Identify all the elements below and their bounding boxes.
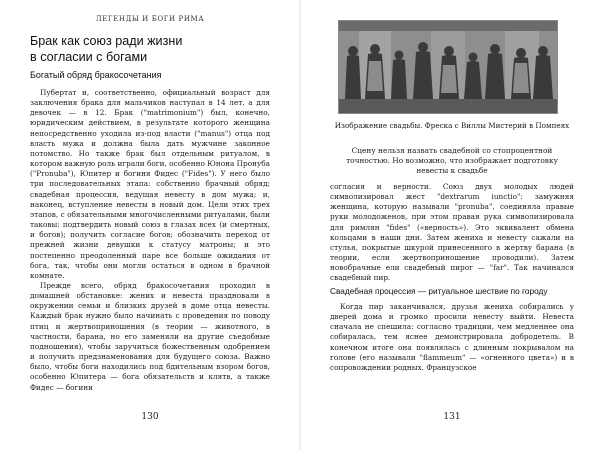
right-page bbox=[300, 0, 600, 450]
chapter-title bbox=[30, 33, 270, 65]
paragraph-1: Пубертат и, соответственно, официальный возраст для заключения брака для мальчиков наступал в 14 лет, а для девочек — в 12. Брак ("matrimonium") был, конечно, юридическим действием, в результате которого женщина непосредственно уходила из-под власти ("manus") отца под власть мужа и должна была дать мужчине законное потомство. Но также брак был отдельным ритуалом, в котором важную роль играли боги, особенно Юнона Пронуба ("Pronuba"), Юпитер и богиня Фидес ("Fides"). У него было три последовательных этапа: собственно брачный обряд; свадебная процессия, ведущая невесту в дом мужа; и, наконец, вступление невесты в новый дом. Цели этих трех этапов, с обязательными многочисленными ритуалами, были таковы: подтвердить новый союз в глазах всех (и смертных, и богов); получить согласие богов; обозначить переход от прежней жизни девушки к статусу матроны; и это постепенно преодоленный паре все больше ожидания от бога, так, чтобы они могли остаться в одном в брачной комнате. bbox=[30, 88, 270, 280]
right-body-text-1 bbox=[330, 182, 574, 284]
fresco-caption: Изображение свадьбы. Фреска с Виллы Мистерий в Помпеях bbox=[334, 121, 570, 130]
fresco-image bbox=[338, 20, 558, 114]
paragraph-2: Прежде всего, обряд бракосочетания проходил в домашней обстановке: жених и невеста праздновали в окружении семьи и близких друзей в доме отца невесты. Каждый брак нужно было начинать с проведения по поводу птиц и жертвоприношения (в теории — животного, в частности, барана, но его заменяли на другие съедобные подношения), чтобы заручиться божественным одобрением и получить предзнаменования для будущего союза. Важно было, чтобы боги находились под бдительным взором богов, особенно Юпитера — бога обязательств и клятв, а также Фидес — богини bbox=[30, 280, 270, 392]
running-head: ЛЕГЕНДЫ И БОГИ РИМА bbox=[95, 15, 205, 23]
page-number: 130 bbox=[141, 412, 159, 422]
fresco-illustration bbox=[339, 21, 557, 113]
page-number: 131 bbox=[443, 412, 461, 422]
chapter-title-line-2: в согласии с богами bbox=[30, 50, 148, 64]
paragraph-procession: Когда пир заканчивался, друзья жениха собирались у дверей дома и громко просили невесту выйти. Невеста сначала не спешила: согласно традиции, чем медленнее она собиралась, тем яснее демонстрировала добродетель. В конечном итоге она появлялась с длинным покрывалом на голове (его называли "flammeum" — «огненного цвета») и в сопровождении родных. Французское bbox=[330, 302, 574, 372]
paragraph-continued: согласия и верности. Союз двух молодых людей символизировал жест "dextrarum iunctio": замужняя женщина, которую называли "pronuba", соединяла правые руки молодоженов, при этом правая рука символизировала для римлян "fides" («верность»). Это эквивалент обмена кольцами в наши дни. Затем жениха и невесту сажали на стулья, покрытые шкурой принесенного в жертву барана (в теории, если жертвоприношение проводили). Затем новобрачные ели свадебный пирог — "far". Так начинался свадебный пир. bbox=[330, 182, 574, 283]
right-body-text-2 bbox=[330, 302, 574, 373]
left-body-text bbox=[30, 88, 270, 393]
chapter-title-line-1: Брак как союз ради жизни bbox=[30, 34, 183, 48]
fresco-caption-note: Сцену нельзя назвать свадебной со стопроцентной точностью. Но возможно, что изображает подготовку невесты к свадьбе bbox=[346, 146, 558, 175]
section-title-procession: Свадебная процессия — ритуальное шествие по городу bbox=[330, 286, 548, 296]
section-title: Богатый обряд бракосочетания bbox=[30, 70, 162, 80]
